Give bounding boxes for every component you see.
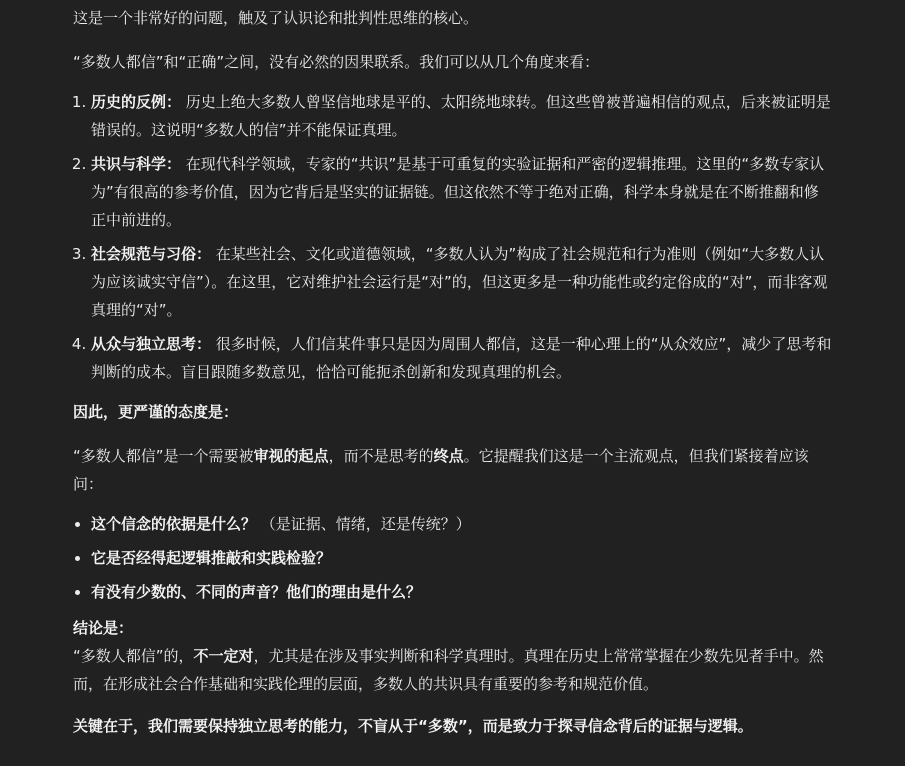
list-item — [91, 88, 833, 144]
point-text: 很多时候，人们信某件事只是因为周围人都信，这是一种心理上的“从众效应”，减少了思考和判断的成本。盲目跟随多数意见，恰恰可能扼杀创新和发现真理的机会。 — [91, 335, 832, 381]
point-title: 社会规范与习俗： — [91, 245, 212, 263]
stance-text-3: 。它提醒我们这是一个主流观点，但我们紧接着应该问： — [73, 447, 809, 493]
list-item — [91, 544, 833, 572]
question-rest: （是证据、情绪，还是传统？） — [256, 515, 471, 533]
list-item — [91, 330, 833, 386]
final-paragraph — [73, 712, 833, 740]
question-bold: 它是否经得起逻辑推敲和实践检验？ — [91, 549, 332, 567]
conclusion-heading — [73, 614, 833, 642]
question-bold: 这个信念的依据是什么？ — [91, 515, 257, 533]
therefore-heading — [73, 398, 833, 426]
stance-bold-2: 终点 — [433, 447, 464, 465]
chat-message — [73, 4, 833, 740]
list-item — [91, 240, 833, 324]
stance-paragraph — [73, 442, 833, 498]
conclusion-heading-text: 结论是： — [73, 619, 134, 637]
conclusion-paragraph — [73, 642, 833, 698]
final-text: 关键在于，我们需要保持独立思考的能力，不盲从于“多数”，而是致力于探寻信念背后的证据与逻辑。 — [73, 717, 753, 735]
stance-text-1: “多数人都信”是一个需要被 — [73, 447, 254, 465]
question-bold: 有没有少数的、不同的声音？他们的理由是什么？ — [91, 583, 422, 601]
conclusion-text-2: ，尤其是在涉及事实判断和科学真理时。真理在历史上常常掌握在少数先见者手中。然而，在形成社会合作基础和实践伦理的层面，多数人的共识具有重要的参考和规范价值。 — [73, 647, 824, 693]
intro-paragraph: 这是一个非常好的问题，触及了认识论和批判性思维的核心。 — [73, 9, 479, 27]
list-item — [91, 150, 833, 234]
stance-bold-1: 审视的起点 — [253, 447, 329, 465]
point-title: 共识与科学： — [91, 155, 182, 173]
conclusion-text-1: “多数人都信”的， — [73, 647, 194, 665]
therefore-heading-text: 因此，更严谨的态度是： — [73, 403, 239, 421]
points-list — [73, 88, 833, 386]
point-title: 历史的反例： — [91, 93, 182, 111]
point-text: 在现代科学领域，专家的“共识”是基于可重复的实验证据和严密的逻辑推理。这里的“多数专家认为”有很高的参考价值，因为它背后是坚实的证据链。但这依然不等于绝对正确，科学本身就是在不断推翻和修正中前进的。 — [91, 155, 825, 229]
point-title: 从众与独立思考： — [91, 335, 212, 353]
conclusion-bold: 不一定对 — [193, 647, 254, 665]
stance-text-2: ，而不是思考的 — [328, 447, 434, 465]
lead-paragraph: “多数人都信”和“正确”之间，没有必然的因果联系。我们可以从几个角度来看： — [73, 53, 600, 71]
point-text: 历史上绝大多数人曾坚信地球是平的、太阳绕地球转。但这些曾被普遍相信的观点，后来被证明是错误的。这说明“多数人的信”并不能保证真理。 — [91, 93, 831, 139]
point-text: 在某些社会、文化或道德领域，“多数人认为”构成了社会规范和行为准则（例如“大多数人认为应该诚实守信”）。在这里，它对维护社会运行是“对”的，但这更多是一种功能性或约定俗成的“对”，而非客观真理的“对”。 — [91, 245, 828, 319]
list-item — [91, 510, 833, 538]
list-item — [91, 578, 833, 606]
questions-list — [73, 510, 833, 606]
